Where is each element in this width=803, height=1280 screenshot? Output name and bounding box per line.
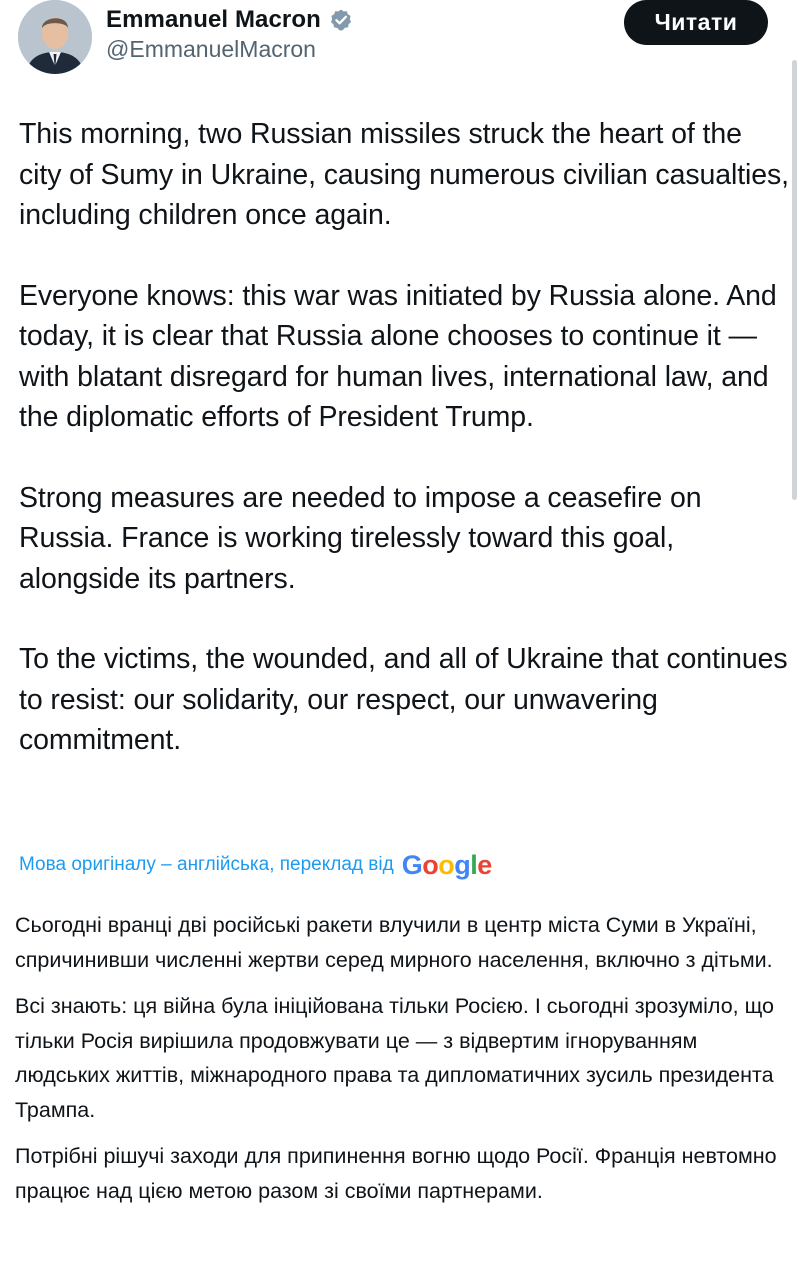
tweet-header xyxy=(0,0,803,90)
scrollbar[interactable] xyxy=(792,60,797,500)
user-handle[interactable]: @EmmanuelMacron xyxy=(106,36,316,62)
translation-paragraph: Потрібні рішучі заходи для припинення вогню щодо Росії. Франція невтомно працює над цією метою разом зі своїми партнерами. xyxy=(15,1144,777,1203)
display-name[interactable]: Emmanuel Macron xyxy=(106,6,321,33)
tweet-paragraph: To the victims, the wounded, and all of Ukraine that continues to resist: our solidarity, our respect, our unwavering commitment. xyxy=(19,643,788,756)
tweet-paragraph: Strong measures are needed to impose a ceasefire on Russia. France is working tirelessly toward this goal, alongside its partners. xyxy=(19,481,702,595)
translated-text xyxy=(15,908,790,1220)
tweet-text xyxy=(19,114,789,761)
read-button[interactable]: Читати xyxy=(624,0,768,45)
tweet-paragraph: Everyone knows: this war was initiated by Russia alone. And today, it is clear that Russia alone chooses to continue it — with blatant disregard for human lives, international law, and the diplomatic efforts of President Trump. xyxy=(19,279,777,433)
tweet-paragraph: This morning, two Russian missiles struck the heart of the city of Sumy in Ukraine, causing numerous civilian casualties, including children once again. xyxy=(19,118,789,231)
avatar[interactable] xyxy=(18,0,92,74)
avatar-image xyxy=(18,0,92,74)
translation-note-text[interactable]: Мова оригіналу – англійська, переклад від xyxy=(19,854,394,875)
google-logo: Google xyxy=(401,850,492,880)
name-row xyxy=(106,4,353,36)
translation-paragraph: Всі знають: ця війна була ініційована тільки Росією. І сьогодні зрозуміло, що тільки Росія вирішила продовжувати це — з відвертим ігноруванням людських життів, міжнародного права та дипломатичних зусиль президента Трампа. xyxy=(15,994,775,1122)
translation-paragraph: Сьогодні вранці дві російські ракети влучили в центр міста Суми в Україні, спричинивши численні жертви серед мирного населення, включно з дітьми. xyxy=(15,913,773,972)
translation-note[interactable] xyxy=(19,850,492,880)
verified-badge-icon xyxy=(329,8,353,32)
